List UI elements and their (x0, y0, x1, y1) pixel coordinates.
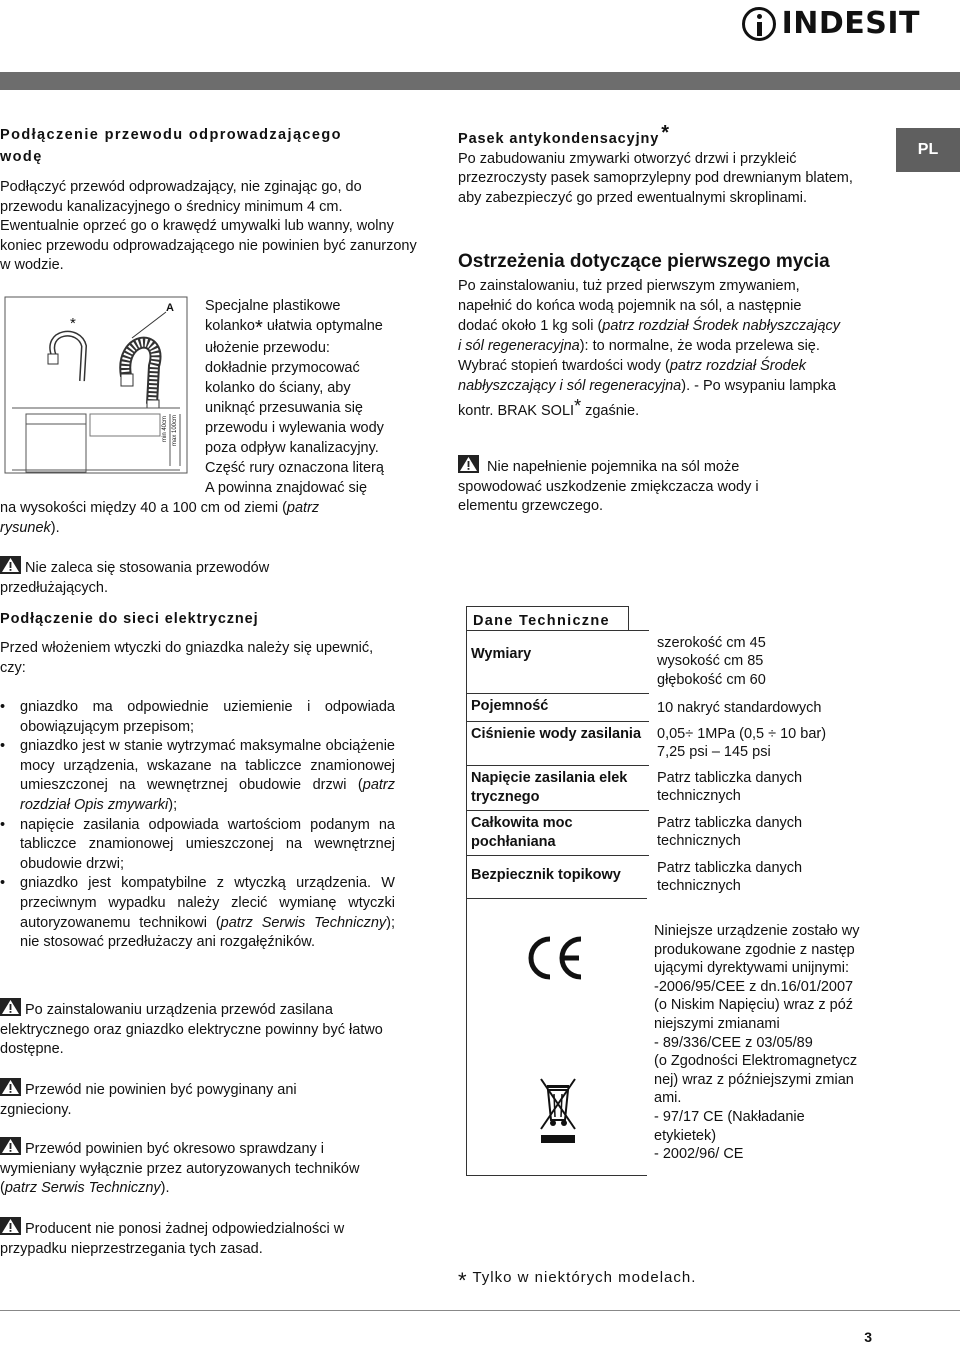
tech-value (649, 693, 880, 722)
first-wash-italic: patrz rozdział Środek nabłyszczający i sól regeneracyjna (458, 318, 841, 354)
warning-liability (0, 1217, 395, 1259)
tech-data-panel (466, 606, 880, 900)
elbow-word: kolanko (205, 318, 255, 334)
language-tab: PL (896, 128, 960, 172)
list-item-text: gniazdko ma odpowiednie uziemienie i odpowiada obowiązującym przepisom; (20, 699, 395, 735)
elbow-line: Część rury oznaczona literą (205, 460, 384, 476)
table-row (467, 631, 880, 694)
tech-label: Całkowita moc pochłaniana (467, 811, 650, 856)
weee-bin-icon (539, 1075, 579, 1145)
directive-line: Niniejsze urządzenie zostało wy (654, 923, 860, 939)
list-item (0, 816, 395, 875)
tech-title-box (466, 606, 629, 630)
elbow-line: dokładnie przymocować (205, 360, 360, 376)
warning-access (0, 998, 385, 1060)
warning-icon (0, 998, 21, 1016)
tech-value-line: 10 nakryć standardowych (657, 700, 822, 716)
first-wash-text: Po zainstalowaniu, tuż przed pierwszym zmywaniem, napełnić do końca wodą pojemnik na sól, a następnie dodać około 1 kg soli ( (458, 278, 802, 334)
table-row (467, 811, 880, 856)
list-item-text: napięcie zasilania odpowiada wartościom podanym na tabliczce znamionowej umieszczonej na wewnętrznej obudowie drzwi; (20, 816, 395, 872)
elbow-word-2: ułatwia optymalne (266, 318, 383, 334)
compliance-logos (466, 898, 647, 1176)
elbow-line: poza odpływ kanalizacyjny. (205, 440, 379, 456)
footer-divider (0, 1310, 960, 1311)
elbow-text (205, 296, 425, 498)
page-number: 3 (864, 1329, 872, 1345)
warning-extension-text: Nie zaleca się stosowania przewodów przedłużających. (0, 560, 270, 596)
list-item-text: gniazdko jest w stanie wytrzymać maksymalne obciążenie mocy urządzenia, wskazane na tabliczce znamionowej umieszczonej na wewnętrznej obudowie drzwi ( (20, 738, 395, 794)
table-row (467, 766, 880, 811)
elbow-line: A powinna znajdować się (205, 480, 368, 496)
directive-line: (o Niskim Napięciu) wraz z póź (654, 997, 854, 1014)
elbow-line: kolanko do ściany, aby (205, 380, 351, 396)
electric-checklist (0, 698, 395, 953)
strip-title-star: * (661, 122, 670, 144)
table-row (467, 722, 880, 766)
tech-value-line: wysokość cm 85 (657, 653, 764, 669)
tech-value-line: technicznych (657, 878, 741, 894)
tech-value (649, 722, 880, 766)
first-wash-text-4: zgaśnie. (581, 403, 640, 419)
tech-value-line: technicznych (657, 833, 741, 849)
warning-icon (0, 1078, 21, 1096)
strip-paragraph: Po zabudowaniu zmywarki otworzyć drzwi i przykleić przezroczysty pasek samoprzylepny pod drewnianym blatem, aby zabezpieczyć go przed ewentualnymi skroplinami. (458, 150, 853, 206)
directive-line: (o Zgodności Elektromagnetycz (654, 1053, 858, 1070)
elbow-line: uniknąć przesuwania się (205, 400, 363, 416)
tech-label: Pojemność (467, 693, 650, 722)
directive-text (654, 922, 894, 1164)
hose-diagram-icon (4, 296, 188, 474)
first-wash-text-3: ). - Po wsypaniu lampka kontr. BRAK SOLI (458, 378, 836, 419)
tech-value (649, 631, 880, 694)
elbow-star: * (254, 317, 263, 339)
elbow-tail-italic: patrz rysunek (0, 500, 320, 536)
warning-check (0, 1137, 400, 1199)
warning-icon (0, 1217, 21, 1235)
first-wash-title: Ostrzeżenia dotyczące pierwszego mycia (458, 251, 830, 272)
table-row (467, 693, 880, 722)
warning-bend (0, 1078, 345, 1120)
tech-value-line: 7,25 psi – 145 psi (657, 744, 771, 760)
figure-dim-max: max 100cm (172, 414, 178, 446)
indesit-logo-icon (742, 7, 776, 41)
elbow-tail-text: na wysokości między 40 a 100 cm od ziemi ( (0, 500, 287, 516)
strip-title (458, 124, 858, 150)
list-item-text: gniazdko jest kompatybilne z wtyczką urządzenia. W przeciwnym wypadku należy zlecić wymianę wtyczki autoryzowanemu technikowi ( (20, 875, 395, 931)
warning-salt-text: Nie napełnienie pojemnika na sól może spowodować uszkodzenie zmiękczacza wody i elementu grzewczego. (458, 459, 759, 515)
directive-line: niejszymi zmianami (654, 1015, 780, 1032)
tech-value (649, 811, 880, 856)
tech-table (466, 630, 880, 900)
first-wash-text-2: ): to normalne, że woda przelewa się. Wybrać stopień twardości wody ( (458, 338, 820, 374)
strip-title-text: Pasek antykondensacyjny (458, 131, 660, 147)
list-item-end: ); (168, 796, 178, 813)
electric-title: Podłączenie do sieci elektrycznej (0, 611, 259, 627)
tech-label: Bezpiecznik topikowy (467, 856, 650, 900)
directive-line: - 97/17 CE (Nakładanie (654, 1108, 805, 1125)
warning-bend-text: Przewód nie powinien być powyginany ani zgnieciony. (0, 1082, 297, 1118)
tech-value (649, 766, 880, 811)
elbow-line: ułożenie przewodu: (205, 340, 330, 356)
tech-value-line: Patrz tabliczka danych (657, 859, 803, 876)
list-item-end: ); nie stosować przedłużaczy ani rozgałęźników. (20, 914, 395, 951)
brand-text: INDESIT (781, 6, 920, 42)
list-item (0, 737, 395, 815)
directive-line: - 89/336/CEE z 03/05/89 (654, 1034, 813, 1051)
drain-title (0, 124, 420, 168)
tech-value-line: 0,05÷ 1MPa (0,5 ÷ 10 bar) (657, 725, 827, 742)
first-wash-paragraph (458, 276, 843, 421)
elbow-tail (0, 498, 380, 538)
warning-access-text: Po zainstalowaniu urządzenia przewód zasilana elektrycznego oraz gniazdko elektryczne powinny być łatwo dostępne. (0, 1002, 383, 1058)
footnote (458, 1268, 696, 1291)
directive-line: - 2002/96/ CE (654, 1146, 744, 1163)
directive-line: ującymi dyrektywami unijnymi: (654, 960, 849, 977)
tech-value-line: głębokość cm 60 (657, 671, 766, 688)
electric-intro: Przed włożeniem wtyczki do gniazdka należy się upewnić, czy: (0, 640, 374, 676)
warning-icon (458, 455, 479, 473)
warning-check-italic: patrz Serwis Techniczny (4, 1180, 161, 1197)
directive-line: nej) wraz z późniejszymi zmian (654, 1071, 854, 1088)
figure-a-label: A (166, 302, 174, 314)
warning-liability-text: Producent nie ponosi żadnej odpowiedzialności w przypadku nieprzestrzegania tych zasad. (0, 1221, 345, 1257)
list-item (0, 698, 395, 737)
brand-logo (742, 4, 920, 44)
elbow-line: Specjalne plastikowe (205, 298, 341, 314)
drain-figure (4, 296, 188, 474)
tech-label: Ciśnienie wody zasilania (467, 722, 650, 766)
drain-paragraph: Podłączyć przewód odprowadzający, nie zginając go, do przewodu kanalizacyjnego o średnicy minimum 4 cm. Ewentualnie oprzeć go o krawędź umywalki lub wanny, wolny koniec przewodu odprowadzającego nie powinien być zanurzony w wodzie. (0, 179, 417, 274)
tech-title: Dane Techniczne (473, 613, 610, 629)
drain-title-line1: Podłączenie przewodu odprowadzającego (0, 127, 342, 143)
tech-value-line: szerokość cm 45 (657, 634, 766, 651)
warning-icon (0, 1137, 21, 1155)
figure-dim-min: min 40cm (162, 415, 168, 442)
tech-label: Wymiary (467, 631, 650, 694)
first-wash-italic-2: patrz rozdział Środek nabłyszczający i sól regeneracyjna (458, 358, 807, 394)
footnote-star: * (458, 1268, 468, 1293)
first-wash-star: * (574, 396, 582, 416)
drain-title-line2: wodę (0, 149, 43, 165)
figure-star-label: * (70, 315, 76, 332)
tech-value-line: Patrz tabliczka danych (657, 769, 803, 786)
elbow-tail-end: ). (50, 520, 60, 536)
elbow-line (205, 316, 425, 338)
ce-mark-icon (523, 935, 587, 981)
table-row (467, 856, 880, 900)
drain-section (0, 124, 420, 276)
header-bar (0, 72, 960, 90)
tech-label: Napięcie zasilania elek trycznego (467, 766, 650, 811)
directive-line: -2006/95/CEE z dn.16/01/2007 (654, 978, 854, 995)
list-item-italic: patrz Serwis Techniczny (220, 914, 387, 931)
tech-value-line: technicznych (657, 788, 741, 804)
strip-section (458, 124, 858, 208)
directive-line: produkowane zgodnie z następ (654, 941, 855, 958)
warning-check-end: ). (160, 1180, 170, 1197)
list-item-italic: patrz rozdział Opis zmywarki (20, 777, 395, 813)
directive-line: etykietek) (654, 1127, 717, 1144)
tech-value (649, 856, 880, 900)
warning-check-text: Przewód powinien być okresowo sprawdzany i wymieniany wyłącznie przez autoryzowanych techników ( (0, 1141, 360, 1197)
footnote-text: Tylko w niektórych modelach. (472, 1269, 697, 1286)
list-item (0, 874, 395, 952)
tech-value-line: Patrz tabliczka danych (657, 814, 803, 831)
warning-extension (0, 556, 330, 598)
directive-line: ami. (654, 1090, 682, 1107)
warning-icon (0, 556, 21, 574)
warning-salt (458, 455, 818, 517)
elbow-line: przewodu i wylewania wody (205, 420, 384, 436)
